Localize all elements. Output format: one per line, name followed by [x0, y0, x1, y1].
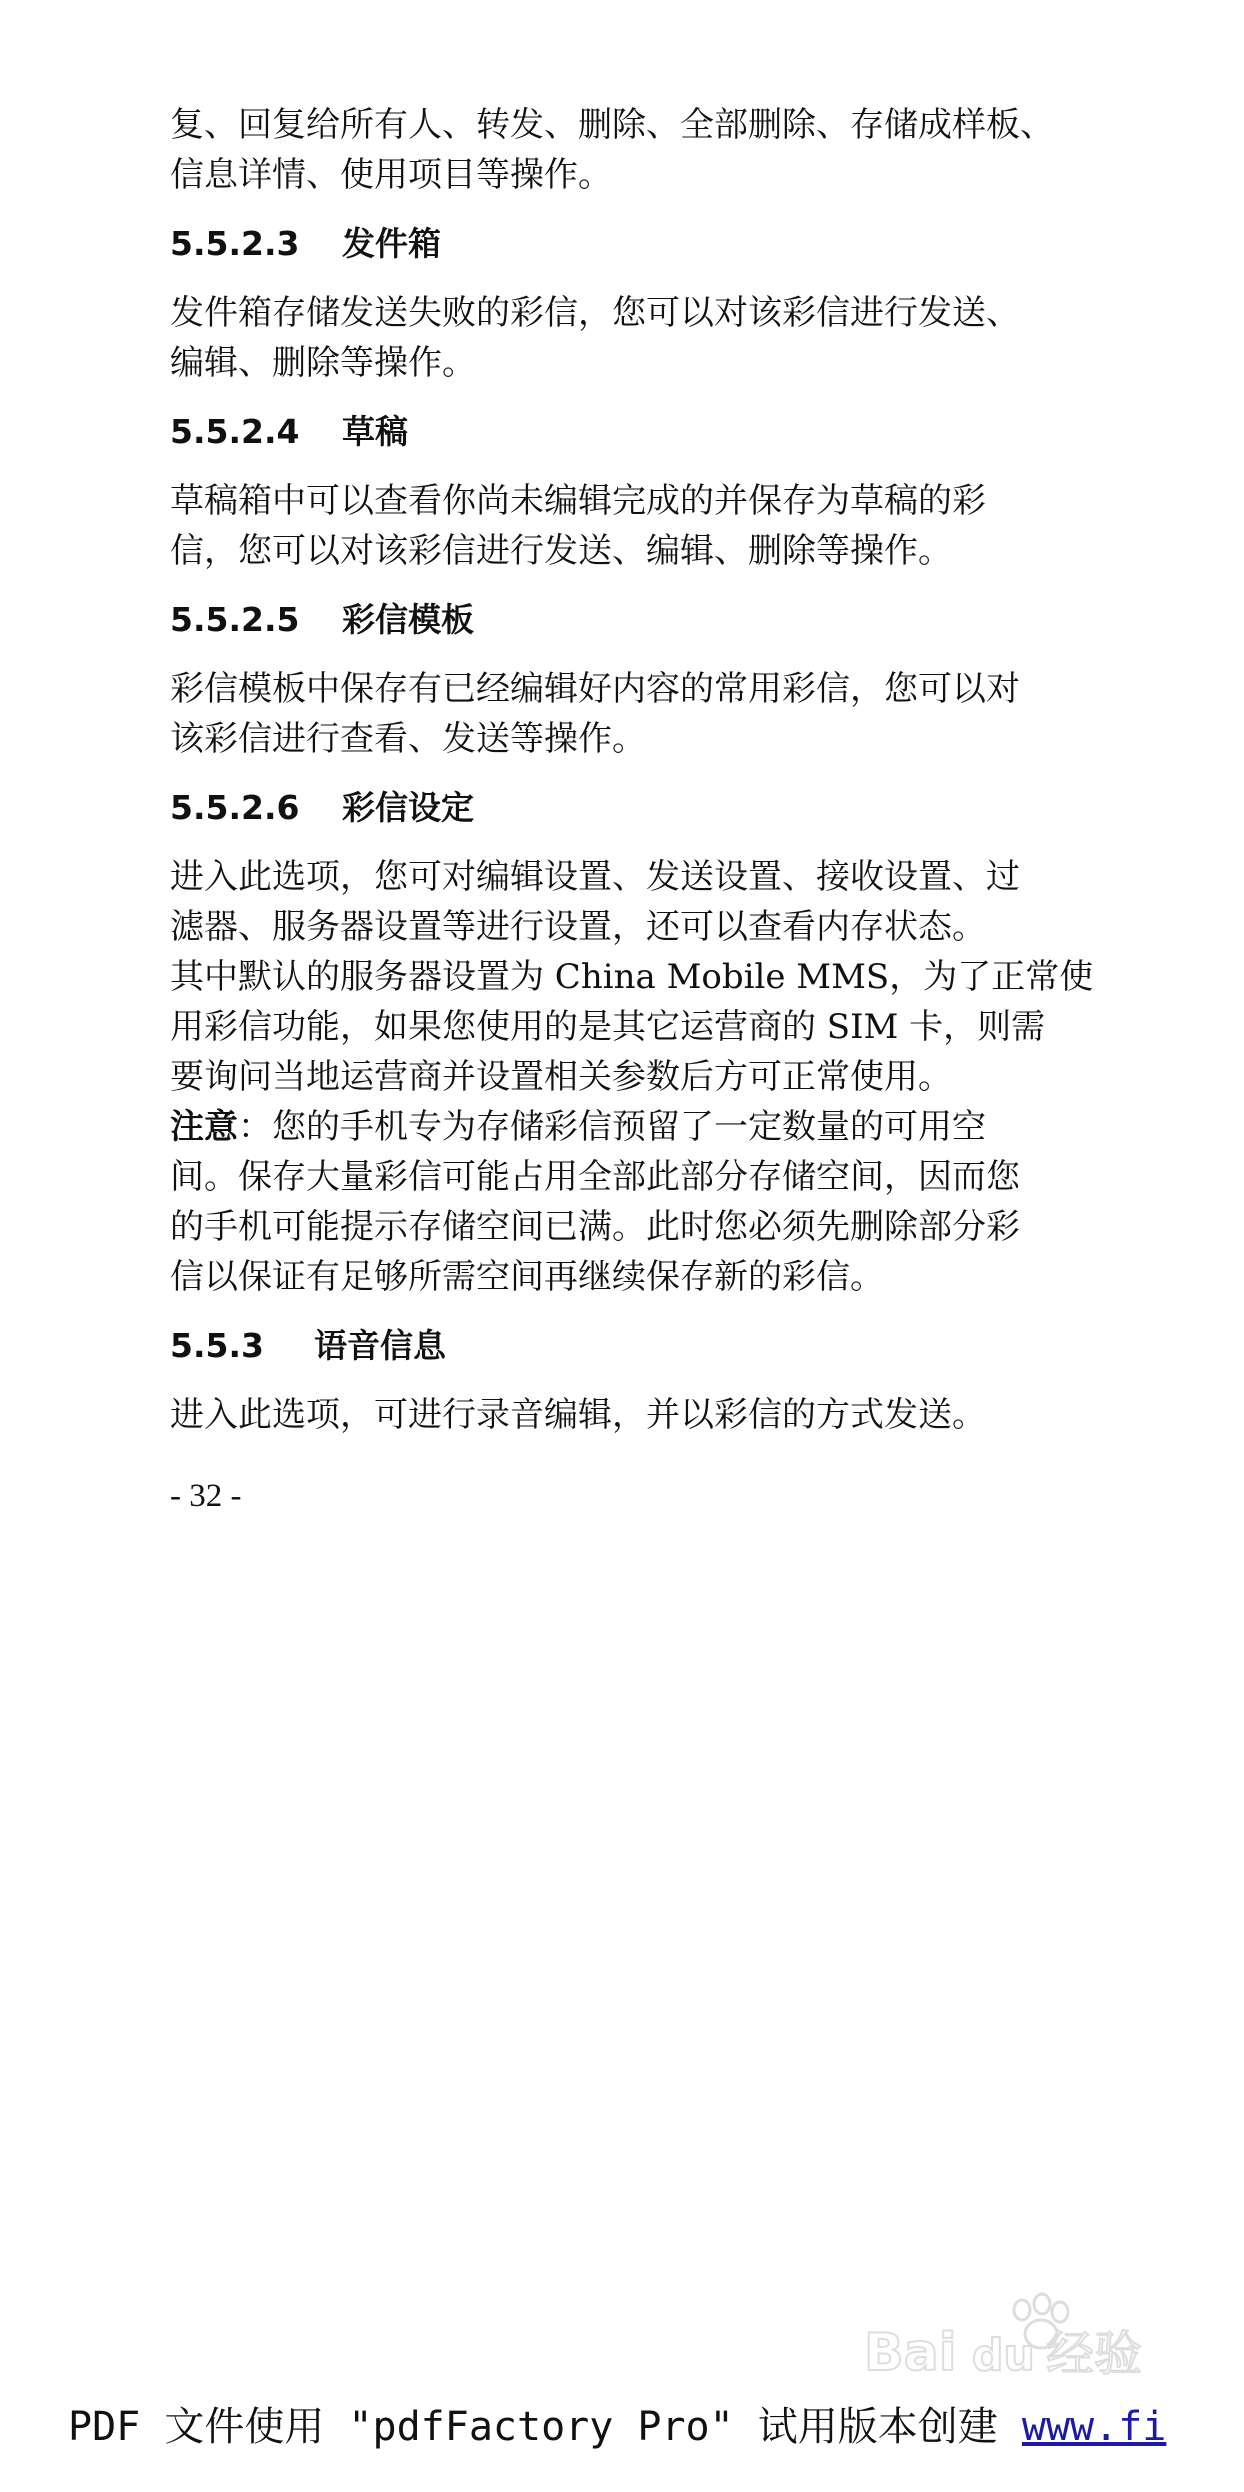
note-text: ：您的手机专为存储彩信预留了一定数量的可用空: [238, 1107, 986, 1147]
section-title: 彩信设定: [342, 788, 474, 827]
text-line: 间。保存大量彩信可能占用全部此部分存储空间，因而您: [170, 1157, 1020, 1197]
text-line: 信息详情、使用项目等操作。: [170, 155, 612, 195]
section-heading: [170, 1322, 1080, 1370]
watermark-brand: Bai: [864, 2323, 957, 2383]
document-page: [170, 100, 1094, 1440]
pdf-footer: [68, 2395, 1166, 2452]
text-line: 滤器、服务器设置等进行设置，还可以查看内存状态。: [170, 907, 986, 947]
section-title: 发件箱: [342, 224, 441, 263]
text-line: 该彩信进行查看、发送等操作。: [170, 719, 646, 759]
text-line: 信，您可以对该彩信进行发送、编辑、删除等操作。: [170, 531, 952, 571]
section-heading: [170, 784, 1080, 832]
text-line: 其中默认的服务器设置为 China Mobile MMS，为了正常使: [170, 957, 1094, 997]
note-line: [170, 1102, 1080, 1152]
note-label: 注意: [170, 1107, 238, 1147]
section-title: 语音信息: [314, 1326, 446, 1365]
section-paragraph: [170, 1390, 1080, 1440]
text-line: 彩信模板中保存有已经编辑好内容的常用彩信，您可以对: [170, 669, 1020, 709]
watermark-brand-du: du: [972, 2330, 1035, 2381]
section-paragraph: [170, 852, 1094, 1302]
text-line: 编辑、删除等操作。: [170, 343, 476, 383]
text-line: 要询问当地运营商并设置相关参数后方可正常使用。: [170, 1057, 952, 1097]
section-number: 5.5.2.3: [170, 224, 300, 263]
section-number: 5.5.3: [170, 1326, 264, 1365]
footer-text: PDF 文件使用 "pdfFactory Pro" 试用版本创建: [68, 2404, 1022, 2450]
section-number: 5.5.2.6: [170, 788, 300, 827]
text-line: 进入此选项，您可对编辑设置、发送设置、接收设置、过: [170, 857, 1020, 897]
watermark-suffix: 经验: [1046, 2326, 1143, 2382]
text-line: 进入此选项，可进行录音编辑，并以彩信的方式发送。: [170, 1395, 986, 1435]
section-heading: [170, 220, 1080, 268]
text-line: 的手机可能提示存储空间已满。此时您必须先删除部分彩: [170, 1207, 1020, 1247]
text-line: 草稿箱中可以查看你尚未编辑完成的并保存为草稿的彩: [170, 481, 986, 521]
section-heading: [170, 408, 1080, 456]
section-paragraph: [170, 288, 1080, 388]
text-line: 发件箱存储发送失败的彩信，您可以对该彩信进行发送、: [170, 293, 1020, 333]
section-heading: [170, 596, 1080, 644]
section-title: 草稿: [342, 412, 408, 451]
section-title: 彩信模板: [342, 600, 474, 639]
section-number: 5.5.2.4: [170, 412, 300, 451]
section-paragraph: [170, 476, 1080, 576]
text-line: 信以保证有足够所需空间再继续保存新的彩信。: [170, 1257, 884, 1297]
intro-paragraph: [170, 100, 1080, 200]
baidu-jingyan-watermark: [854, 2290, 1174, 2390]
page-number: - 32 -: [170, 1478, 242, 1514]
text-line: 用彩信功能，如果您使用的是其它运营商的 SIM 卡，则需: [170, 1007, 1046, 1047]
text-line: 复、回复给所有人、转发、删除、全部删除、存储成样板、: [170, 105, 1054, 145]
footer-link[interactable]: www.fi: [1021, 2404, 1167, 2450]
section-number: 5.5.2.5: [170, 600, 300, 639]
section-paragraph: [170, 664, 1080, 764]
